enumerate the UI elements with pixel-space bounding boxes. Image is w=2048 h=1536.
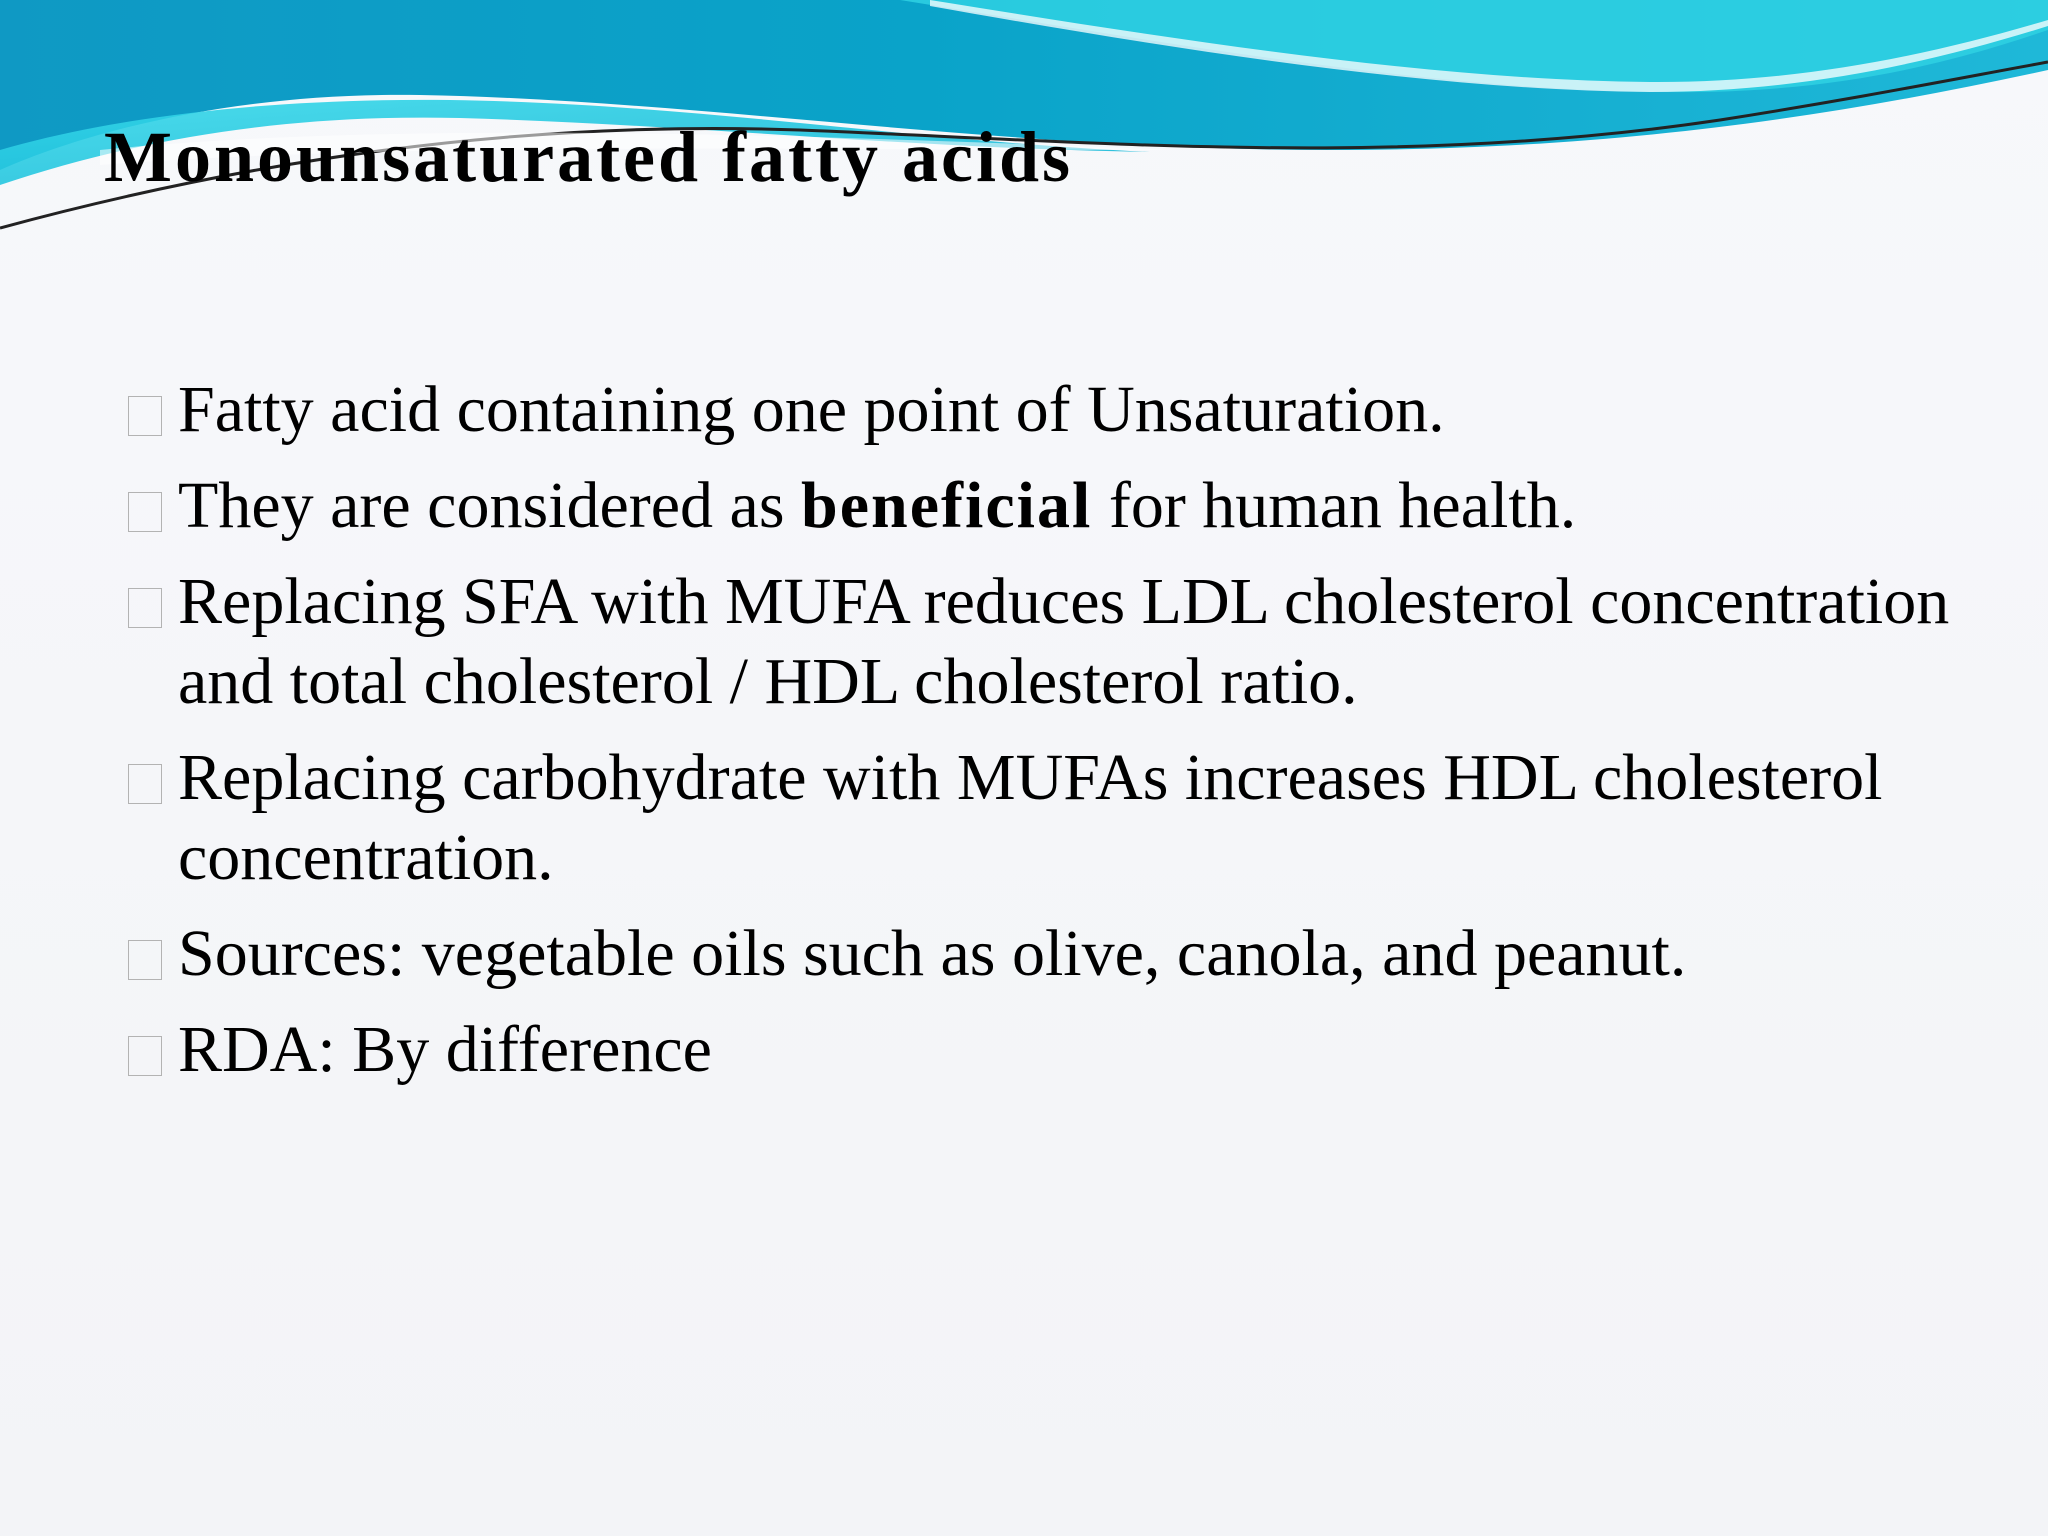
square-bullet-icon [128,492,162,532]
bullet-text: Fatty acid containing one point of Unsaturation. [178,373,1445,446]
bullet-bold-word: beneficial [801,469,1093,542]
bullet-text-part: They are considered as [178,469,802,542]
bullet-text: RDA: By difference [178,1013,712,1086]
square-bullet-icon [128,588,162,628]
bullet-list [128,370,2008,1106]
list-item [128,562,2008,722]
list-item [128,1010,2008,1090]
bullet-text: Replacing SFA with MUFA reduces LDL cholesterol concentration and total cholesterol / HDL cholesterol ratio. [178,565,1950,718]
square-bullet-icon [128,764,162,804]
square-bullet-icon [128,940,162,980]
bullet-text-part: for human health. [1092,469,1577,542]
list-item [128,466,2008,546]
list-item [128,370,2008,450]
slide-title: Monounsaturated fatty acids [104,117,1074,197]
square-bullet-icon [128,1036,162,1076]
bullet-text: Sources: vegetable oils such as olive, canola, and peanut. [178,917,1687,990]
bullet-text: Replacing carbohydrate with MUFAs increases HDL cholesterol concentration. [178,741,1883,894]
square-bullet-icon [128,396,162,436]
list-item [128,914,2008,994]
list-item [128,738,2008,898]
bullet-text [178,466,2008,546]
